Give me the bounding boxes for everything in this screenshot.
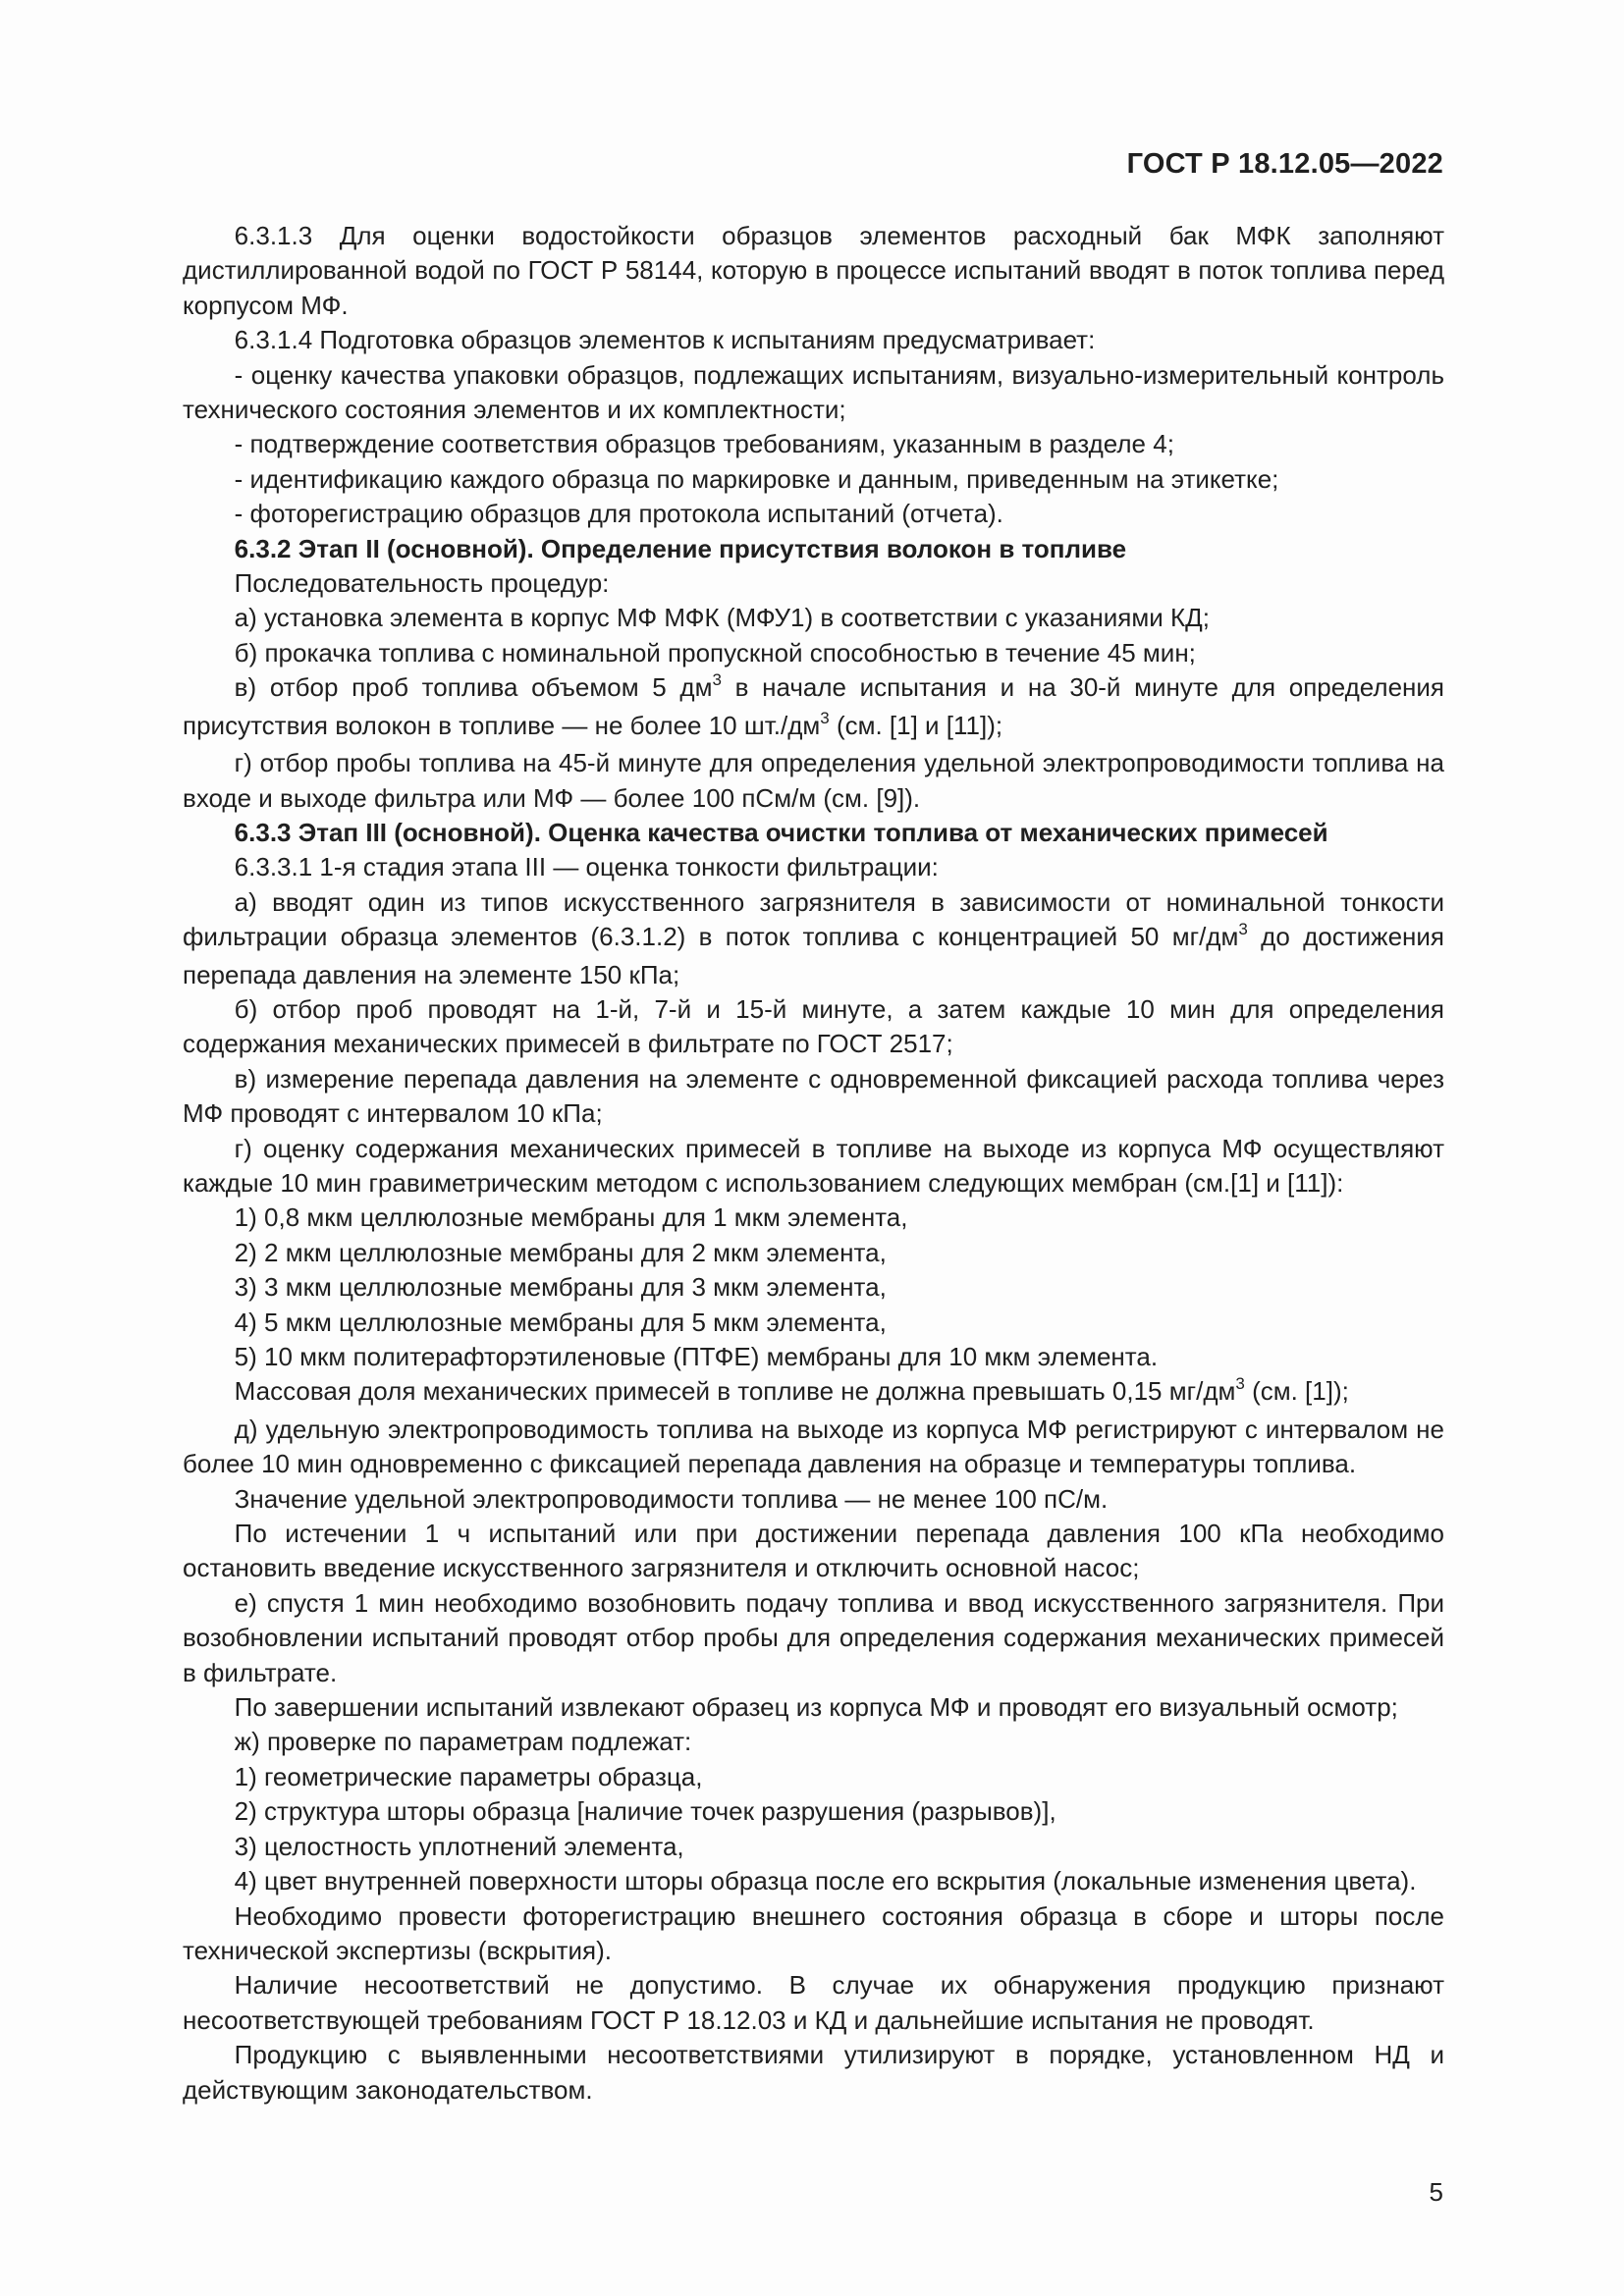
list-item: [183, 670, 1444, 746]
list-item: е) спустя 1 мин необходимо возобновить подачу топлива и ввод искусственного загрязнителя. При возобновлении испытаний проводят отбор пробы для определения содержания механических примесей в фильтрате.: [183, 1587, 1444, 1687]
list-item: - оценку качества упаковки образцов, подлежащих испытаниям, визуально-измерительный контроль технического состояния элементов и их комплектности;: [183, 359, 1444, 425]
paragraph: Значение удельной электропроводимости топлива — не менее 100 пС/м.: [234, 1483, 1109, 1514]
paragraph: По истечении 1 ч испытаний или при достижении перепада давления 100 кПа необходимо остановить введение искусственного загрязнителя и отключить основной насос;: [183, 1519, 1444, 1583]
section-heading: 6.3.2 Этап II (основной). Определение присутствия волокон в топливе: [234, 533, 1127, 563]
superscript: 3: [1235, 1374, 1245, 1394]
membrane-item: 3) 3 мкм целлюлозные мембраны для 3 мкм элемента,: [234, 1272, 887, 1303]
paragraph: Необходимо провести фоторегистрацию внешнего состояния образца в сборе и шторы после технической экспертизы (вскрытия).: [183, 1900, 1444, 1965]
membrane-item: 4) 5 мкм целлюлозные мембраны для 5 мкм элемента,: [234, 1307, 887, 1337]
membrane-item: 5) 10 мкм политерафторэтиленовые (ПТФЕ) мембраны для 10 мкм элемента.: [234, 1342, 1159, 1371]
check-item: 4) цвет внутренней поверхности шторы образца после его вскрытия (локальные изменения цвета).: [234, 1866, 1417, 1896]
list-item: - идентификацию каждого образца по маркировке и данным, приведенным на этикетке;: [234, 463, 1279, 494]
list-item: - подтверждение соответствия образцов требованиям, указанным в разделе 4;: [234, 429, 1174, 459]
membrane-item: 2) 2 мкм целлюлозные мембраны для 2 мкм элемента,: [234, 1237, 887, 1267]
text-run: в) отбор проб топлива объемом 5 дм: [234, 672, 713, 703]
text-run: в начале испытания и на 30-й минуте для определения присутствия волокон в топливе — не более 10 шт./дм: [183, 672, 1444, 740]
list-item: г) отбор пробы топлива на 45-й минуте для определения удельной электропроводимости топлива на входе и выходе фильтра или МФ — более 100 пСм/м (см. [9]).: [183, 748, 1444, 813]
superscript: 3: [1238, 920, 1248, 939]
paragraph: 6.3.3.1 1-я стадия этапа III — оценка тонкости фильтрации:: [234, 852, 939, 882]
paragraph: 6.3.1.3 Для оценки водостойкости образцов элементов расходный бак МФК заполняют дистиллированной водой по ГОСТ Р 58144, которую в процессе испытаний вводят в поток топлива перед корпусом МФ.: [183, 221, 1444, 320]
text-run: (см. [1]);: [1244, 1376, 1349, 1407]
list-item: б) отбор проб проводят на 1-й, 7-й и 15-й минуте, а затем каждые 10 мин для определения содержания механических примесей в фильтрате по ГОСТ 2517;: [183, 993, 1444, 1059]
list-item: - фоторегистрацию образцов для протокола испытаний (отчета).: [234, 499, 1003, 529]
list-item: а) установка элемента в корпус МФ МФК (МФУ1) в соответствии с указаниями КД;: [234, 603, 1210, 633]
paragraph: [183, 1374, 1444, 1412]
superscript: 3: [820, 708, 830, 727]
superscript: 3: [712, 670, 722, 690]
document-header-standard-id: ГОСТ Р 18.12.05—2022: [1126, 148, 1443, 180]
check-item: 1) геометрические параметры образца,: [234, 1761, 703, 1791]
paragraph: Последовательность процедур:: [234, 568, 610, 599]
text-run: (см. [1] и [11]);: [829, 710, 1003, 740]
list-item: д) удельную электропроводимость топлива на выходе из корпуса МФ регистрируют с интервалом не более 10 мин одновременно с фиксацией перепада давления на образце и температуры топлива.: [183, 1414, 1444, 1479]
text-run: а) вводят один из типов искусственного загрязнителя в зависимости от номинальной тонкости фильтрации образца элементов (6.3.1.2) в поток топлива с концентрацией 50 мг/дм: [183, 886, 1444, 952]
list-item: [183, 885, 1444, 992]
paragraph: Наличие несоответствий не допустимо. В случае их обнаружения продукцию признают несоответствующей требованиям ГОСТ Р 18.12.03 и КД и дальнейшие испытания не проводят.: [183, 1970, 1444, 2035]
list-item: г) оценку содержания механических примесей в топливе на выходе из корпуса МФ осуществляют каждые 10 мин гравиметрическим методом с использованием следующих мембран (см.[1] и [11]):: [183, 1133, 1444, 1198]
list-item: б) прокачка топлива с номинальной пропускной способностью в течение 45 мин;: [234, 637, 1196, 667]
paragraph: 6.3.1.4 Подготовка образцов элементов к испытаниям предусматривает:: [234, 325, 1096, 355]
check-item: 2) структура шторы образца [наличие точек разрушения (разрывов)],: [234, 1796, 1056, 1827]
section-heading: 6.3.3 Этап III (основной). Оценка качества очистки топлива от механических примесей: [234, 817, 1328, 847]
paragraph: Продукцию с выявленными несоответствиями утилизируют в порядке, установленном НД и действующим законодательством.: [183, 2040, 1444, 2105]
check-item: 3) целостность уплотнений элемента,: [234, 1831, 684, 1861]
text-run: до достижения перепада давления на элементе 150 кПа;: [183, 922, 1444, 989]
page-number: 5: [1429, 2177, 1443, 2207]
list-item: в) измерение перепада давления на элементе с одновременной фиксацией расхода топлива через МФ проводят с интервалом 10 кПа;: [183, 1063, 1444, 1129]
list-item: ж) проверке по параметрам подлежат:: [234, 1727, 692, 1757]
document-body: [183, 219, 1444, 2108]
membrane-item: 1) 0,8 мкм целлюлозные мембраны для 1 мкм элемента,: [234, 1202, 908, 1233]
paragraph: По завершении испытаний извлекают образец из корпуса МФ и проводят его визуальный осмотр;: [234, 1692, 1398, 1723]
text-run: Массовая доля механических примесей в топливе не должна превышать 0,15 мг/дм: [234, 1376, 1236, 1407]
